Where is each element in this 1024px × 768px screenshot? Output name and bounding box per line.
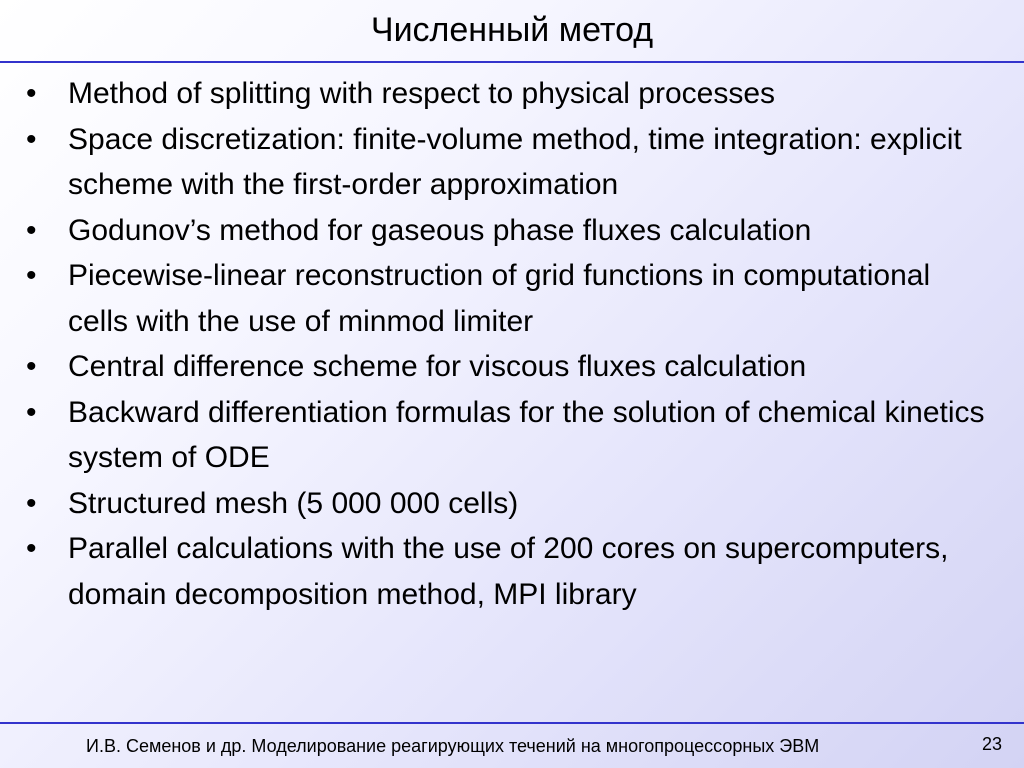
footer-divider [0,722,1024,724]
bullet-mark: • [26,259,37,292]
bullet-mark: • [26,213,37,247]
bullet-text: Godunov’s method for gaseous phase fluxes calculation [68,213,812,247]
bullet-item [26,344,986,390]
bullet-item [26,526,986,617]
bullet-text: Parallel calculations with the use of 200 cores on supercomputers, domain decomposition method, MPI library [68,532,949,611]
footer-text: И.В. Семенов и др. Моделирование реагирующих течений на многопроцессорных ЭВМ [86,736,820,756]
title-divider [0,61,1024,63]
slide-title: Численный метод [370,11,654,49]
bullet-mark: • [26,395,37,429]
page-number: 23 [982,734,1003,754]
bullet-text: Method of splitting with respect to physical processes [68,77,776,110]
bullet-item [26,117,986,208]
bullet-item [26,390,986,481]
bullet-item [26,481,986,527]
bullet-text: Structured mesh (5 000 000 cells) [68,486,519,520]
bullet-text: Piecewise-linear reconstruction of grid functions in computational cells with the use of minmod limiter [68,259,931,338]
bullet-text: Backward differentiation formulas for the solution of chemical kinetics system of ODE [68,395,985,474]
bullet-mark: • [26,77,37,110]
bullet-item [26,208,986,254]
bullet-text: Central difference scheme for viscous fluxes calculation [68,350,807,383]
bullet-mark: • [26,122,37,156]
bullet-list [26,71,986,617]
bullet-text: Space discretization: finite-volume method, time integration: explicit scheme with the first-order approximation [68,122,962,201]
bullet-item [26,253,986,344]
bullet-item [26,71,986,117]
bullet-mark: • [26,486,37,520]
bullet-mark: • [26,532,37,565]
bullet-mark: • [26,350,37,383]
